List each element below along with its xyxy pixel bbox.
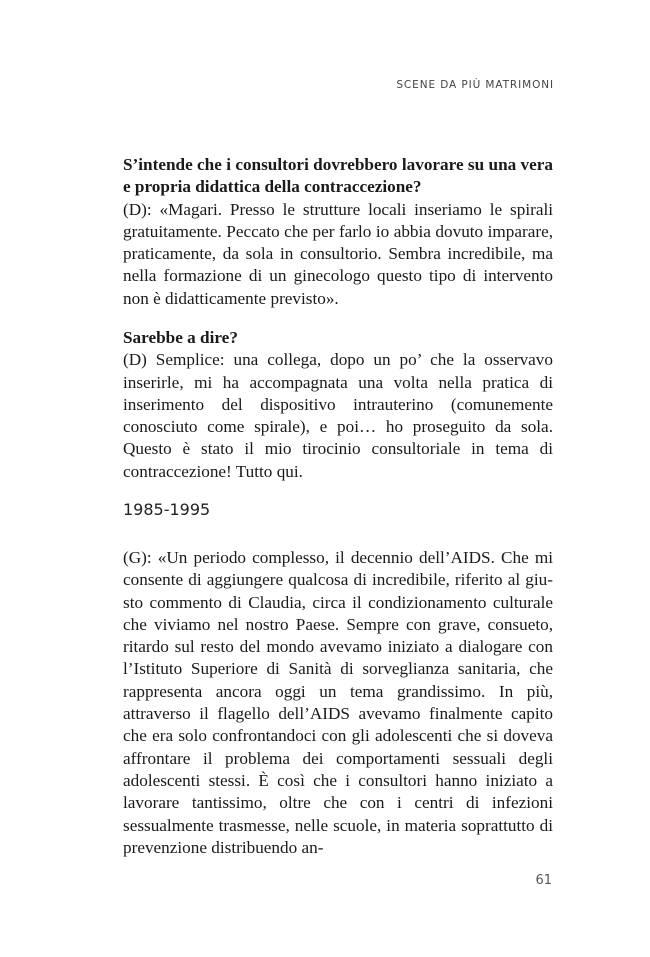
running-header: SCENE DA PIÙ MATRIMONI [396,79,554,91]
interview-block-contraception [123,154,553,310]
interview-question: S’intende che i consultori dovrebbero lavorare su una vera e propria didattica della contraccezione? [123,155,553,197]
interview-answer: (D): «Magari. Presso le strutture locali inseriamo le spirali gratuitamente. Peccato che per farlo io abbia dovuto imparare, praticamente, da sola in consultorio. Sembra incredibile, ma nella formazione di un ginecologo questo tipo di intervento non è didatticamente previsto». [123,199,553,308]
section-heading: 1985-1995 [123,500,211,519]
interview-answer: (D) Semplice: una collega, dopo un po’ che la osservavo inserirle, mi ha accompagnata una volta nella pratica di inserimento del dispositivo intrauterino (comunemente conosciuto come spirale), e poi… ho proseguito da sola. Questo è stato il mio tirocinio consultoriale in tema di contraccezione! Tutto qui. [123,350,553,481]
interview-question: Sarebbe a dire? [123,328,238,347]
body-paragraph: (G): «Un periodo complesso, il decennio dell’AIDS. Che mi consente di aggiungere qualcosa di incredibile, riferito al giusto commento di Claudia, circa il condizionamento culturale che viviamo nel nostro Paese. Sempre con grave, consueto, ritardo sul resto del mondo avevamo iniziato a dialogare con l’Istituto Superiore di Sanità di sorveglianza sanitaria, che rappresenta ancora oggi un tema grandissimo. In più, attraverso il flagello dell’AIDS avevamo finalmente capito che era solo confrontandoci con gli adolescenti che si doveva affrontare il problema dei comportamenti sessuali degli adolescenti stessi. È così che i consultori hanno iniziato a lavorare tantissimo, oltre che con i centri di infezioni sessualmente trasmesse, nelle scuole, in materia soprattutto di prevenzione distribuendo an- [123,548,553,857]
page-number: 61 [535,873,552,888]
section-body [123,547,553,859]
interview-block-explanation [123,327,553,483]
